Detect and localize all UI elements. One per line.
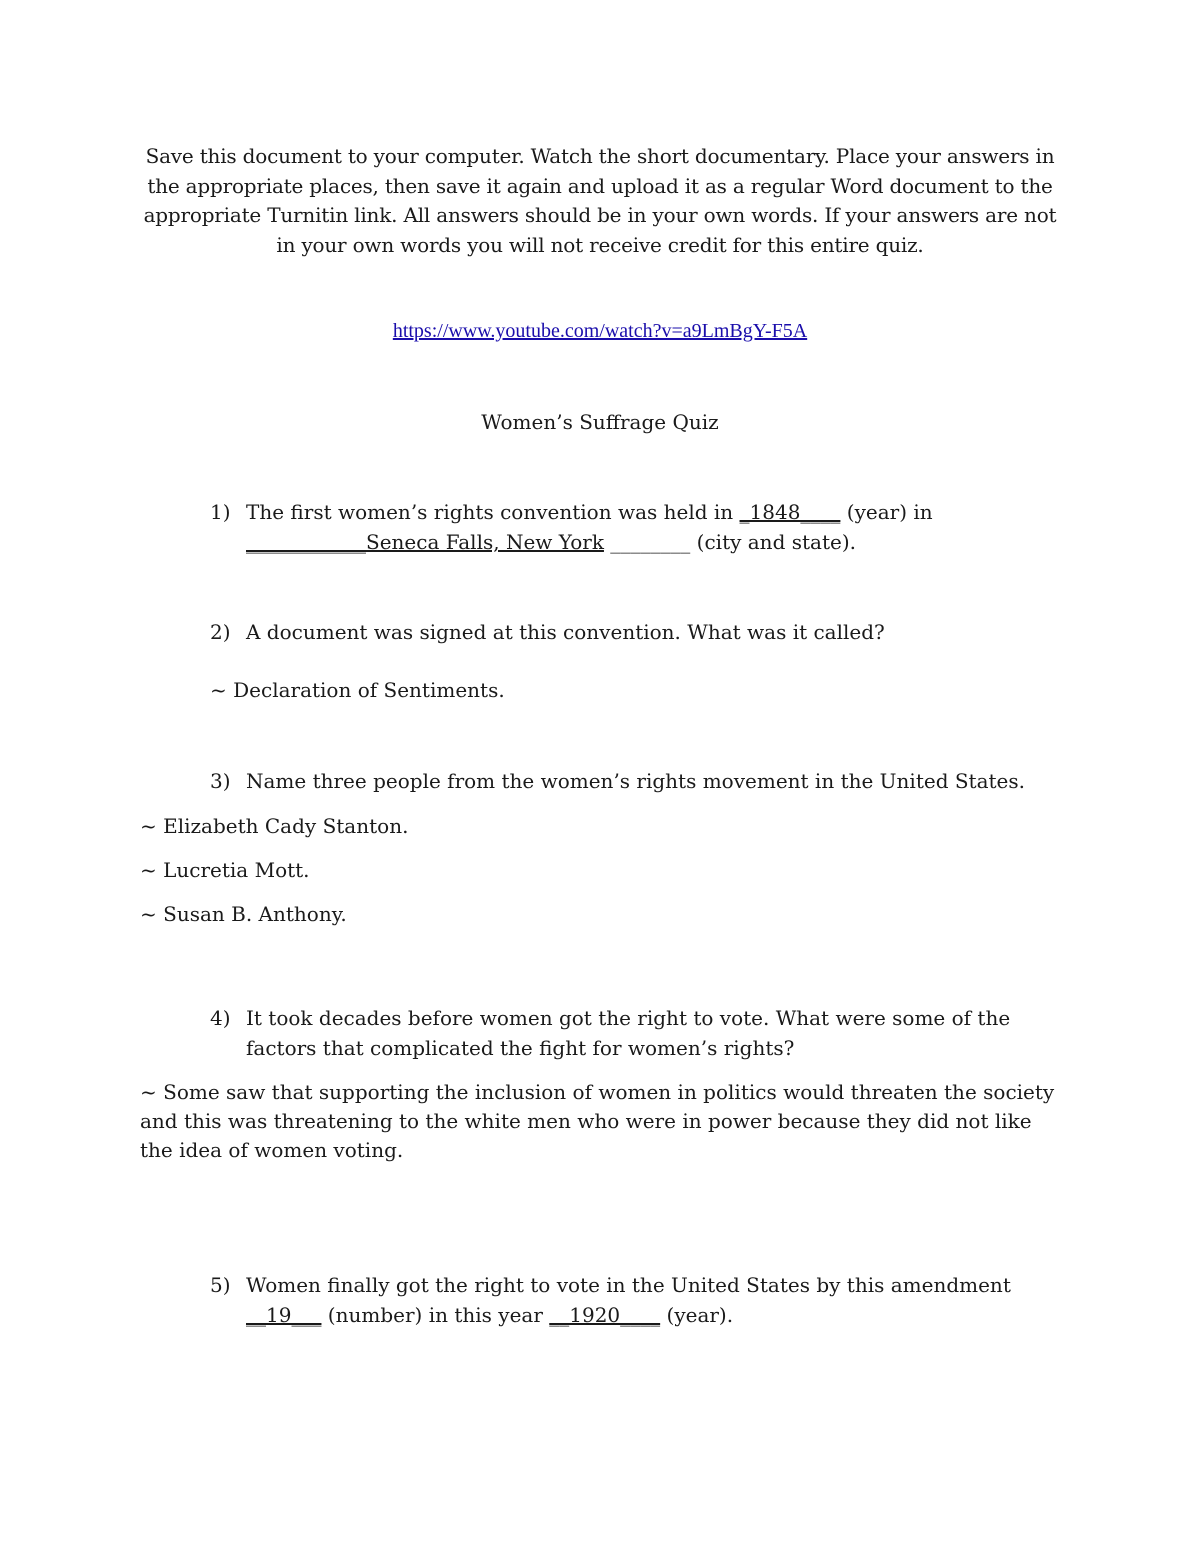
answer-2[interactable]: ~ Declaration of Sentiments. [210,678,505,702]
question-text [246,497,1030,557]
question-5-text-start: Women finally got the right to vote in the United States by this amendment [246,1273,1011,1297]
question-1-text-mid: (year) in [840,500,933,524]
answer-3-item[interactable]: ~ Lucretia Mott. [140,858,310,882]
question-number: 3) [210,769,231,793]
question-1-text-start: The first women’s rights convention was held in [246,500,740,524]
question-5-text-mid: (number) in this year [321,1303,550,1327]
instructions-paragraph: Save this document to your computer. Watch the short documentary. Place your answers in the appropriate places, then save it again and upload it as a regular Word document to the appropriate Turnitin link. All answers should be in your own words. If your answers are not in your own words you will not receive credit for this entire quiz. [143,144,1057,257]
answer-year-blank[interactable]: _1848____ [739,500,841,524]
question-5-text-end: (year). [660,1303,734,1327]
question-number: 4) [210,1006,231,1030]
answer-year-blank[interactable]: __1920____ [549,1303,661,1327]
question-text [246,1270,1030,1330]
question-4 [210,1003,1030,1063]
answer-place-blank[interactable]: ____________Seneca Falls, New York [246,530,604,554]
question-number: 5) [210,1273,231,1297]
answer-amendment-blank[interactable]: __19___ [246,1303,322,1327]
answer-3-item[interactable]: ~ Susan B. Anthony. [140,902,347,926]
answer-4[interactable]: ~ Some saw that supporting the inclusion of women in politics would threaten the society and this was threatening to the white men who were in power because they did not like the idea of women voting. [140,1080,1055,1162]
question-text: It took decades before women got the right to vote. What were some of the factors that complicated the fight for women’s rights? [246,1006,1011,1060]
video-link[interactable]: https://www.youtube.com/watch?v=a9LmBgY-F5A [392,320,808,342]
question-1-text-end: ________ (city and state). [603,530,856,554]
question-1 [210,497,1030,557]
question-text: Name three people from the women’s rights movement in the United States. [246,769,1026,793]
question-text: A document was signed at this convention. What was it called? [246,620,885,644]
question-number: 1) [210,500,231,524]
question-number: 2) [210,620,231,644]
question-2 [210,617,1030,647]
answer-3-item[interactable]: ~ Elizabeth Cady Stanton. [140,814,409,838]
question-3 [210,766,1030,796]
quiz-title: Women’s Suffrage Quiz [481,410,719,434]
question-5 [210,1270,1030,1330]
